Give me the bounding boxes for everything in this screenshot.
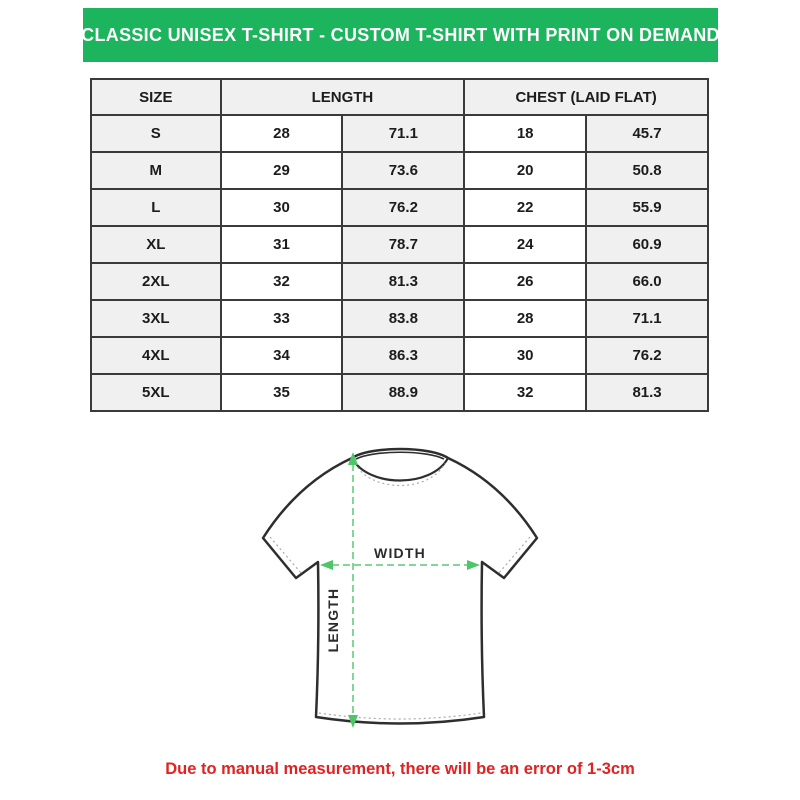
page-title: CLASSIC UNISEX T-SHIRT - CUSTOM T-SHIRT WITH PRINT ON DEMAND [81, 24, 720, 45]
chest-cm-cell: 66.0 [586, 263, 708, 300]
tshirt-outline [263, 449, 537, 724]
length-in-cell: 28 [221, 115, 343, 152]
length-cm-cell: 76.2 [342, 189, 464, 226]
length-cm-cell: 73.6 [342, 152, 464, 189]
chest-in-cell: 18 [464, 115, 586, 152]
size-table [90, 78, 709, 412]
chest-in-cell: 24 [464, 226, 586, 263]
chest-in-cell: 20 [464, 152, 586, 189]
chest-cm-cell: 76.2 [586, 337, 708, 374]
chest-in-cell: 26 [464, 263, 586, 300]
chest-cm-cell: 60.9 [586, 226, 708, 263]
length-in-cell: 33 [221, 300, 343, 337]
table-row [91, 374, 708, 411]
table-row [91, 300, 708, 337]
width-label: WIDTH [374, 545, 426, 561]
chest-cm-cell: 55.9 [586, 189, 708, 226]
chest-cm-cell: 45.7 [586, 115, 708, 152]
col-header-chest: CHEST (LAID FLAT) [464, 79, 708, 115]
length-in-cell: 34 [221, 337, 343, 374]
length-in-cell: 32 [221, 263, 343, 300]
tshirt-diagram-icon [250, 438, 550, 746]
table-row [91, 115, 708, 152]
size-cell: L [91, 189, 221, 226]
chest-cm-cell: 50.8 [586, 152, 708, 189]
length-cm-cell: 83.8 [342, 300, 464, 337]
size-cell: S [91, 115, 221, 152]
table-header-row [91, 79, 708, 115]
length-in-cell: 29 [221, 152, 343, 189]
size-cell: 5XL [91, 374, 221, 411]
size-cell: M [91, 152, 221, 189]
table-row [91, 263, 708, 300]
chest-cm-cell: 71.1 [586, 300, 708, 337]
length-cm-cell: 71.1 [342, 115, 464, 152]
chest-in-cell: 28 [464, 300, 586, 337]
length-cm-cell: 78.7 [342, 226, 464, 263]
table-row [91, 152, 708, 189]
size-cell: 2XL [91, 263, 221, 300]
measurement-note: Due to manual measurement, there will be an error of 1-3cm [165, 760, 635, 778]
size-cell: XL [91, 226, 221, 263]
table-row [91, 226, 708, 263]
title-banner [83, 8, 718, 62]
length-in-cell: 31 [221, 226, 343, 263]
size-cell: 4XL [91, 337, 221, 374]
length-in-cell: 35 [221, 374, 343, 411]
table-row [91, 337, 708, 374]
length-cm-cell: 88.9 [342, 374, 464, 411]
col-header-length: LENGTH [221, 79, 465, 115]
table-row [91, 189, 708, 226]
chest-in-cell: 30 [464, 337, 586, 374]
tshirt-measurement-diagram [250, 438, 550, 746]
chest-in-cell: 22 [464, 189, 586, 226]
col-header-size: SIZE [91, 79, 221, 115]
chest-cm-cell: 81.3 [586, 374, 708, 411]
chest-in-cell: 32 [464, 374, 586, 411]
length-in-cell: 30 [221, 189, 343, 226]
size-cell: 3XL [91, 300, 221, 337]
length-cm-cell: 81.3 [342, 263, 464, 300]
length-cm-cell: 86.3 [342, 337, 464, 374]
length-label: LENGTH [325, 587, 341, 653]
